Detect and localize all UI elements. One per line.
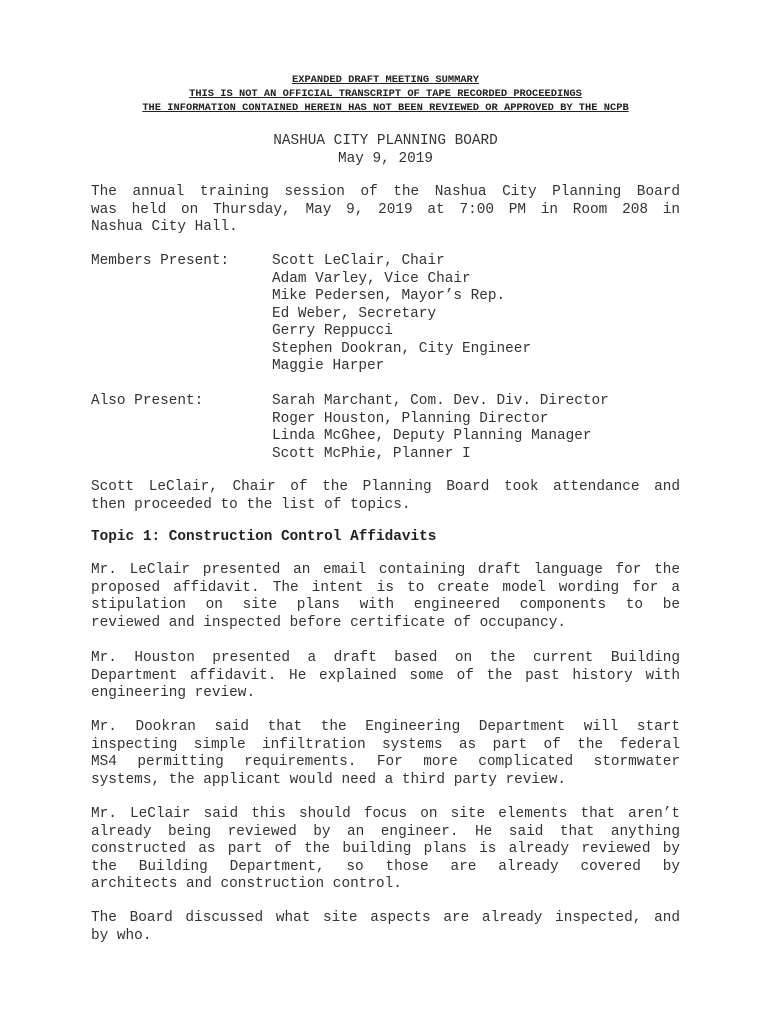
paragraph-line: inspecting simple infiltration systems as part of the federal — [91, 736, 680, 753]
paragraph-line: was held on Thursday, May 9, 2019 at 7:00 PM in Room 208 in — [91, 201, 680, 218]
disclaimer-not-approved: THE INFORMATION CONTAINED HEREIN HAS NOT BEEN REVIEWED OR APPROVED BY THE NCPB — [142, 102, 629, 114]
topic-paragraph — [91, 910, 680, 945]
member-name: Stephen Dookran, City Engineer — [272, 340, 532, 357]
topic-paragraph — [91, 719, 680, 789]
member-name: Maggie Harper — [272, 358, 385, 374]
members-present-list — [272, 253, 531, 376]
member-name: Ed Weber, Secretary — [272, 305, 437, 322]
paragraph-line: constructed as part of the building plans is already reviewed by — [91, 841, 680, 857]
paragraph-line: then proceeded to the list of topics. — [91, 496, 411, 513]
disclaimer-title: EXPANDED DRAFT MEETING SUMMARY — [291, 74, 480, 86]
members-present-label: Members Present: — [91, 253, 230, 269]
paragraph-line: Nashua City Hall. — [91, 219, 238, 235]
also-present-label: Also Present: — [91, 393, 204, 409]
paragraph-line: Scott LeClair, Chair of the Planning Board took attendance and — [91, 479, 680, 495]
meeting-date: May 9, 2019 — [338, 150, 433, 167]
topic-paragraph — [91, 650, 680, 703]
paragraph-line: Mr. Houston presented a draft based on the current Building — [91, 650, 680, 666]
paragraph-line: Mr. Dookran said that the Engineering Department will start — [91, 719, 680, 735]
attendance-note-paragraph — [91, 479, 680, 514]
paragraph-line: by who. — [91, 927, 152, 944]
paragraph-line: The annual training session of the Nashua City Planning Board — [91, 184, 680, 200]
paragraph-line: the Building Department, so those are already covered by — [91, 858, 680, 875]
disclaimer-not-transcript: THIS IS NOT AN OFFICIAL TRANSCRIPT OF TAPE RECORDED PROCEEDINGS — [189, 88, 582, 100]
attendee-name: Scott McPhie, Planner I — [272, 445, 471, 462]
paragraph-line: systems, the applicant would need a third party review. — [91, 771, 566, 788]
organization-title: NASHUA CITY PLANNING BOARD — [273, 133, 498, 149]
topic-paragraph — [91, 806, 680, 894]
member-name: Adam Varley, Vice Chair — [272, 270, 471, 287]
paragraph-line: Mr. LeClair said this should focus on site elements that aren’t — [91, 806, 680, 822]
member-name: Gerry Reppucci — [272, 323, 393, 339]
paragraph-line: engineering review. — [91, 685, 256, 701]
topic-heading: Topic 1: Construction Control Affidavits — [91, 529, 437, 545]
attendee-name: Linda McGhee, Deputy Planning Manager — [272, 428, 592, 444]
attendee-name: Roger Houston, Planning Director — [272, 410, 549, 427]
also-present-list — [272, 393, 609, 463]
intro-paragraph — [91, 184, 680, 237]
paragraph-line: Mr. LeClair presented an email containing draft language for the — [91, 562, 680, 578]
topic-paragraph — [91, 562, 680, 632]
paragraph-line: reviewed and inspected before certificate of occupancy. — [91, 614, 566, 631]
paragraph-line: architects and construction control. — [91, 876, 402, 892]
paragraph-line: already being reviewed by an engineer. He said that anything — [91, 823, 680, 840]
attendee-name: Sarah Marchant, Com. Dev. Div. Director — [272, 393, 609, 409]
member-name: Mike Pedersen, Mayor’s Rep. — [272, 288, 506, 304]
paragraph-line: stipulation on site plans with engineered components to be — [91, 597, 680, 613]
paragraph-line: The Board discussed what site aspects are already inspected, and — [91, 910, 680, 926]
paragraph-line: MS4 permitting requirements. For more complicated stormwater — [91, 754, 680, 770]
member-name: Scott LeClair, Chair — [272, 253, 445, 269]
paragraph-line: Department affidavit. He explained some of the past history with — [91, 667, 680, 684]
paragraph-line: proposed affidavit. The intent is to create model wording for a — [91, 579, 680, 596]
